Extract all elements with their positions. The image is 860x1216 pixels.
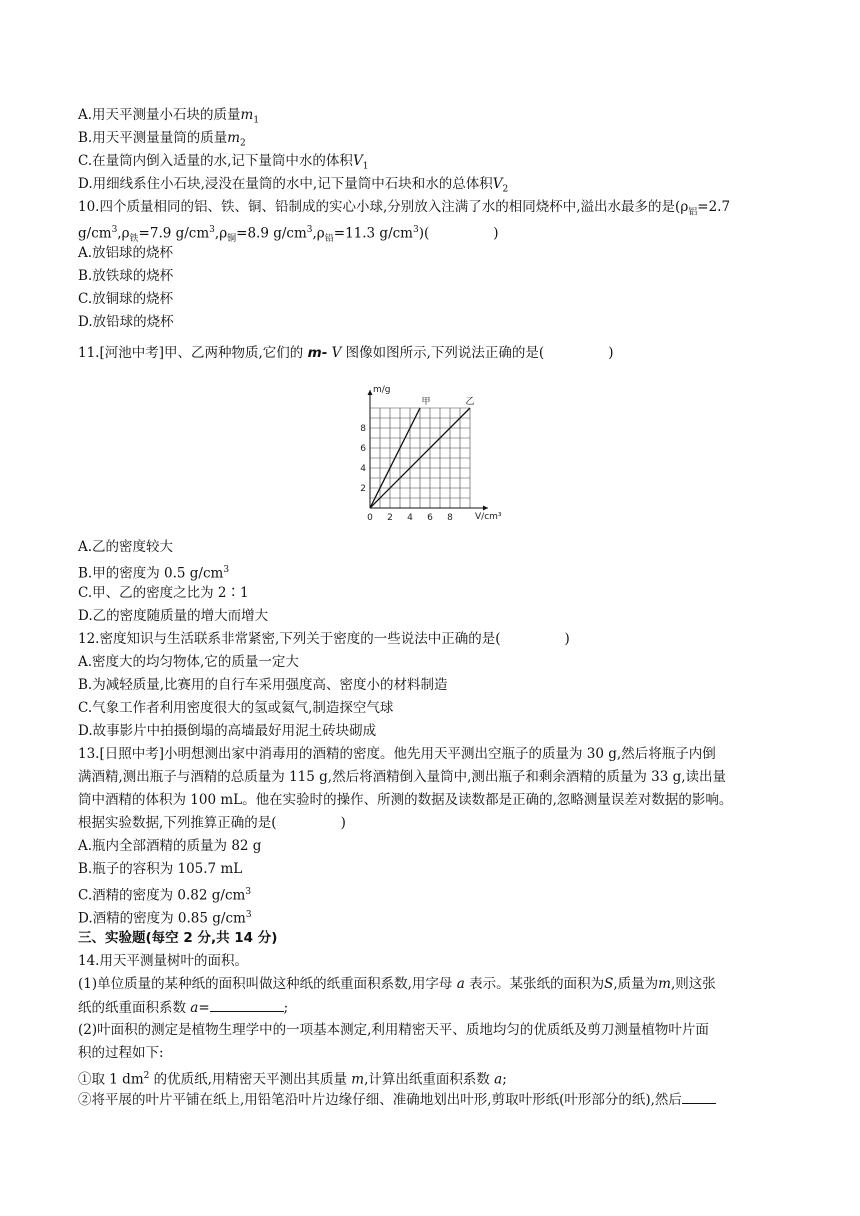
m-v-chart <box>350 378 510 523</box>
series-yi-label: 乙 <box>465 397 475 407</box>
x-tick-label: 2 <box>387 513 393 523</box>
q14-part1-line1: (1)单位质量的某种纸的面积叫做这种纸的纸重面积系数,用字母 a 表示。某张纸的面积为S,质量为m,则这张 <box>78 976 716 992</box>
q13-line3: 筒中酒精的体积为 100 mL。他在实验时的操作、所测的数据及读数都是正确的,忽略测量误差对数据的影响。 <box>78 792 733 808</box>
q9-option-a: A.用天平测量小石块的质量$m_1$ <box>78 107 260 126</box>
q14-part1-line2: 纸的纸重面积系数 a= ; <box>78 1000 289 1016</box>
q12-option-c: C.气象工作者利用密度很大的氢或氦气,制造探空气球 <box>78 700 394 716</box>
section-heading: 三、实验题(每空 2 分,共 14 分) <box>78 930 278 946</box>
y-axis-label: m/g <box>373 385 391 395</box>
answer-blank[interactable] <box>682 1091 716 1104</box>
x-tick-label: 6 <box>427 513 433 523</box>
y-tick-label: 8 <box>360 424 366 434</box>
q14-step2: ②将平展的叶片平铺在纸上,用铅笔沿叶片边缘仔细、准确地划出叶形,剪取叶形纸(叶形部分的纸),然后 <box>78 1091 716 1108</box>
x-tick-label: 8 <box>447 513 453 523</box>
q13-option-a: A.瓶内全部酒精的质量为 82 g <box>78 838 262 854</box>
q13-line1: 13.[日照中考]小明想测出家中消毒用的酒精的密度。他先用天平测出空瓶子的质量为 30 g,然后将瓶子内倒 <box>78 746 716 762</box>
chart-series <box>370 396 475 508</box>
q11-option-a: A.乙的密度较大 <box>78 539 174 555</box>
q9-option-b: B.用天平测量量筒的质量$m_2$ <box>78 130 246 149</box>
q9-option-d: D.用细线系住小石块,浸没在量筒的水中,记下量筒中石块和水的总体积$V_2$ <box>78 176 509 195</box>
q12-option-a: A.密度大的均匀物体,它的质量一定大 <box>78 654 299 670</box>
q14-part2-line2: 积的过程如下: <box>78 1045 164 1061</box>
q13-option-d: D.酒精的密度为 0.85 $g/cm^3$ <box>78 910 252 927</box>
q13-line4: 根据实验数据,下列推算正确的是( ) <box>78 815 346 831</box>
q13-option-c: C.酒精的密度为 0.82 $g/cm^3$ <box>78 887 252 904</box>
q11-option-c: C.甲、乙的密度之比为 2∶1 <box>78 585 249 601</box>
q12-stem: 12.密度知识与生活联系非常紧密,下列关于密度的一些说法中正确的是( ) <box>78 631 570 647</box>
q10-stem-line1: 10.四个质量相同的铝、铁、铜、铅制成的实心小球,分别放入注满了水的相同烧杯中,溢出水最多的是($\rho_铝=2.7$ <box>78 199 731 218</box>
q12-option-b: B.为减轻质量,比赛用的自行车采用强度高、密度小的材料制造 <box>78 677 448 693</box>
q10-stem-line2: $g/cm^3,\rho_铁=7.9$ $g/cm^3,\rho_铜=8.9$ $g/cm^3,\rho_铅=11.3$ $g/cm^3$)( ) <box>78 225 499 245</box>
series-jia-label: 甲 <box>421 397 431 407</box>
q13-line2: 满酒精,测出瓶子与酒精的总质量为 115 g,然后将酒精倒入量筒中,测出瓶子和剩余酒精的质量为 33 g,读出量 <box>78 769 727 785</box>
y-tick-label: 4 <box>360 464 366 474</box>
q14-title: 14.用天平测量树叶的面积。 <box>78 953 248 969</box>
q13-option-b: B.瓶子的容积为 105.7 mL <box>78 861 243 877</box>
x-axis-arrow <box>483 506 488 511</box>
y-axis-arrow <box>368 390 373 395</box>
q10-option-c: C.放铜球的烧杯 <box>78 291 174 307</box>
q14-step1: ①取 1 $dm^2$ 的优质纸,用精密天平测出其质量 m,计算出纸重面积系数 a; <box>78 1071 507 1088</box>
q10-option-d: D.放铅球的烧杯 <box>78 314 174 330</box>
answer-blank[interactable] <box>210 999 284 1012</box>
q11-option-b: B.甲的密度为 0.5 $g/cm^3$ <box>78 565 230 582</box>
x-tick-label: 0 <box>367 513 373 523</box>
q11-option-d: D.乙的密度随质量的增大而增大 <box>78 608 269 624</box>
y-tick-label: 6 <box>360 444 366 454</box>
q11-stem: 11.[河池中考]甲、乙两种物质,它们的 m- V 图像如图所示,下列说法正确的是( ) <box>78 345 614 361</box>
q10-option-a: A.放铝球的烧杯 <box>78 245 174 261</box>
q14-part2-line1: (2)叶面积的测定是植物生理学中的一项基本测定,利用精密天平、质地均匀的优质纸及剪刀测量植物叶片面 <box>78 1022 709 1038</box>
x-tick-label: 4 <box>407 513 413 523</box>
q9-option-c: C.在量筒内倒入适量的水,记下量筒中水的体积$V_1$ <box>78 153 369 172</box>
x-axis-label: V/cm³ <box>475 512 502 522</box>
y-tick-label: 2 <box>360 484 366 494</box>
q10-option-b: B.放铁球的烧杯 <box>78 268 174 284</box>
q12-option-d: D.故事影片中拍摄倒塌的高墙最好用泥土砖块砌成 <box>78 723 377 739</box>
